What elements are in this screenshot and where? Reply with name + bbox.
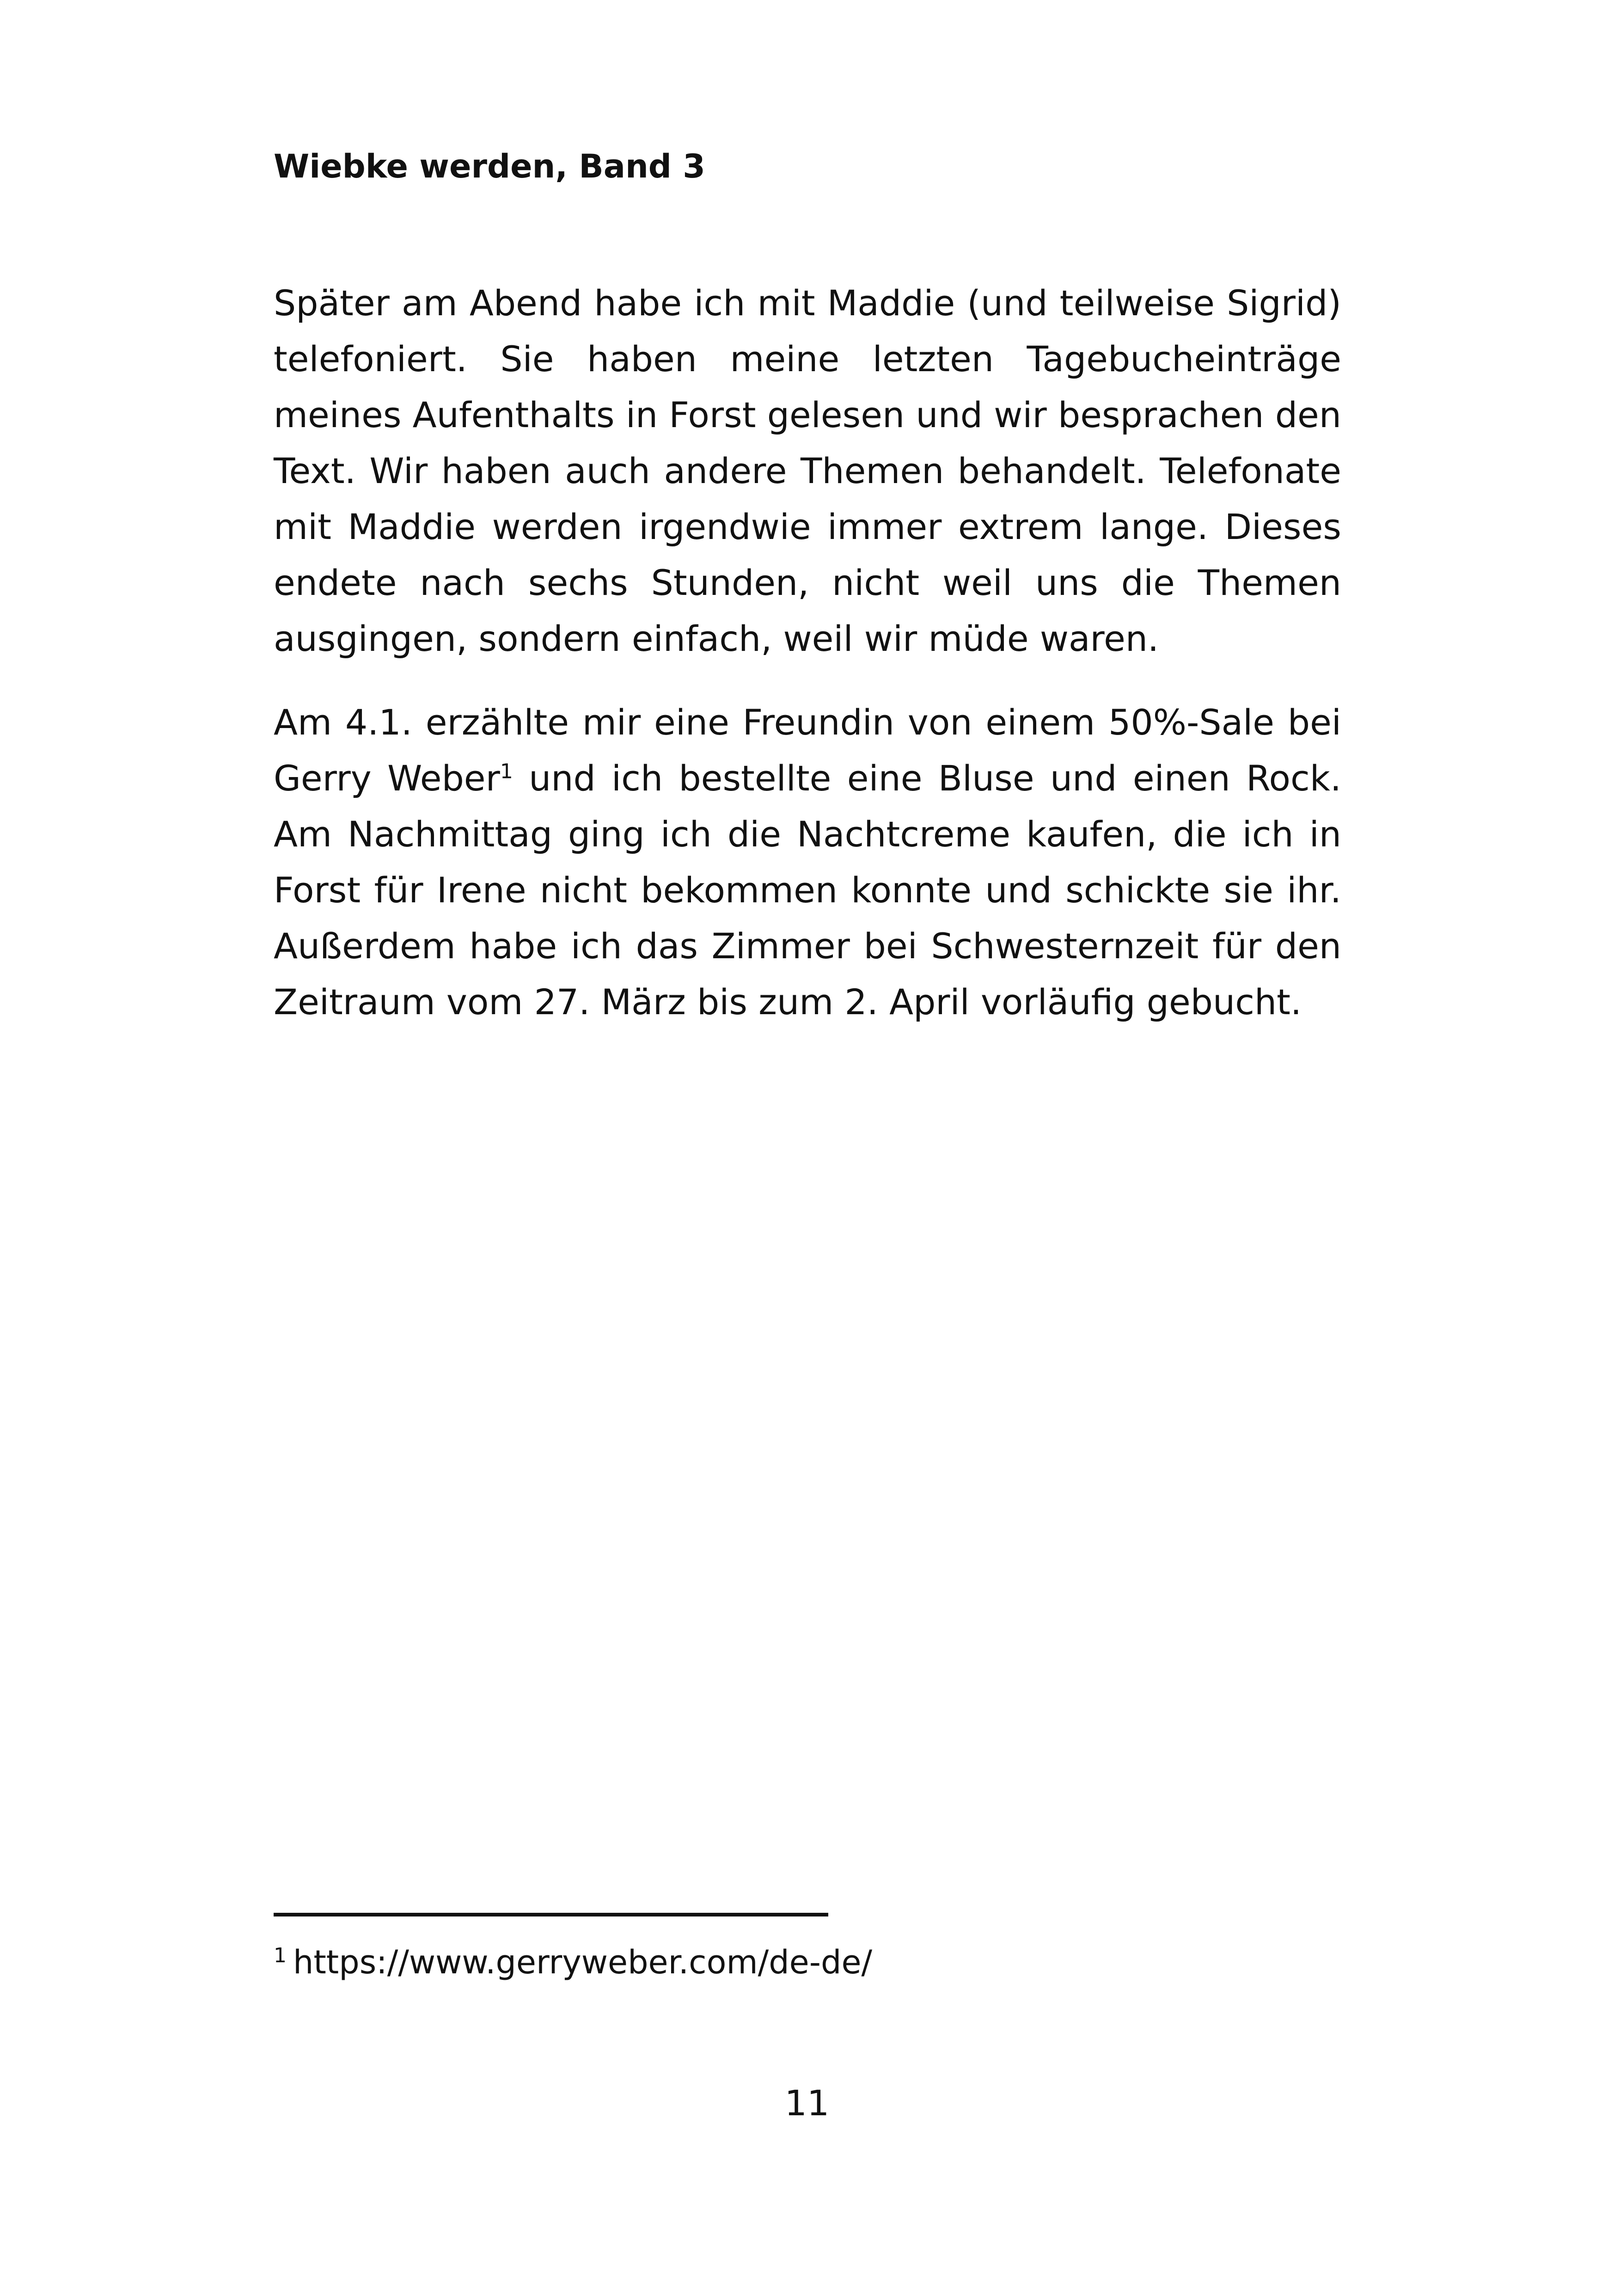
- page-number: 11: [784, 2082, 830, 2124]
- footnote-separator-line: [274, 1913, 828, 1916]
- footnote: [274, 1937, 872, 1988]
- paragraph-1: Später am Abend habe ich mit Maddie (und teilweise Sigrid) telefoniert. Sie haben meine letzten Tagebucheinträge meines Aufenthalts in Forst gelesen und wir besprachen den Text. Wir haben auch andere Themen behandelt. Telefonate mit Maddie werden irgendwie immer extrem lange. Dieses endete nach sechs Stunden, nicht weil uns die Themen ausgingen, sondern einfach, weil wir müde waren.: [274, 282, 1341, 659]
- paragraph-2: [274, 694, 1341, 1030]
- running-header-title: Wiebke werden, Band 3: [274, 147, 705, 185]
- paragraph-2-text-end: und ich bestellte eine Bluse und einen Rock. Am Nachmittag ging ich die Nachtcreme kaufen, die ich in Forst für Irene nicht bekommen konnte und schickte sie ihr. Außerdem habe ich das Zimmer bei Schwesternzeit für den Zeitraum vom 27. März bis zum 2. April vorläufig gebucht.: [274, 758, 1341, 1022]
- body-text: [274, 275, 1341, 1058]
- footnote-reference[interactable]: 1: [500, 759, 513, 784]
- footnote-number: 1: [274, 1943, 287, 1967]
- footnote-link[interactable]: https://www.gerryweber.com/de-de/: [293, 1943, 873, 1981]
- paragraph-2-text-start: Am 4.1. erzählte mir eine Freundin von einem 50%-Sale bei Gerry Weber: [274, 702, 1341, 799]
